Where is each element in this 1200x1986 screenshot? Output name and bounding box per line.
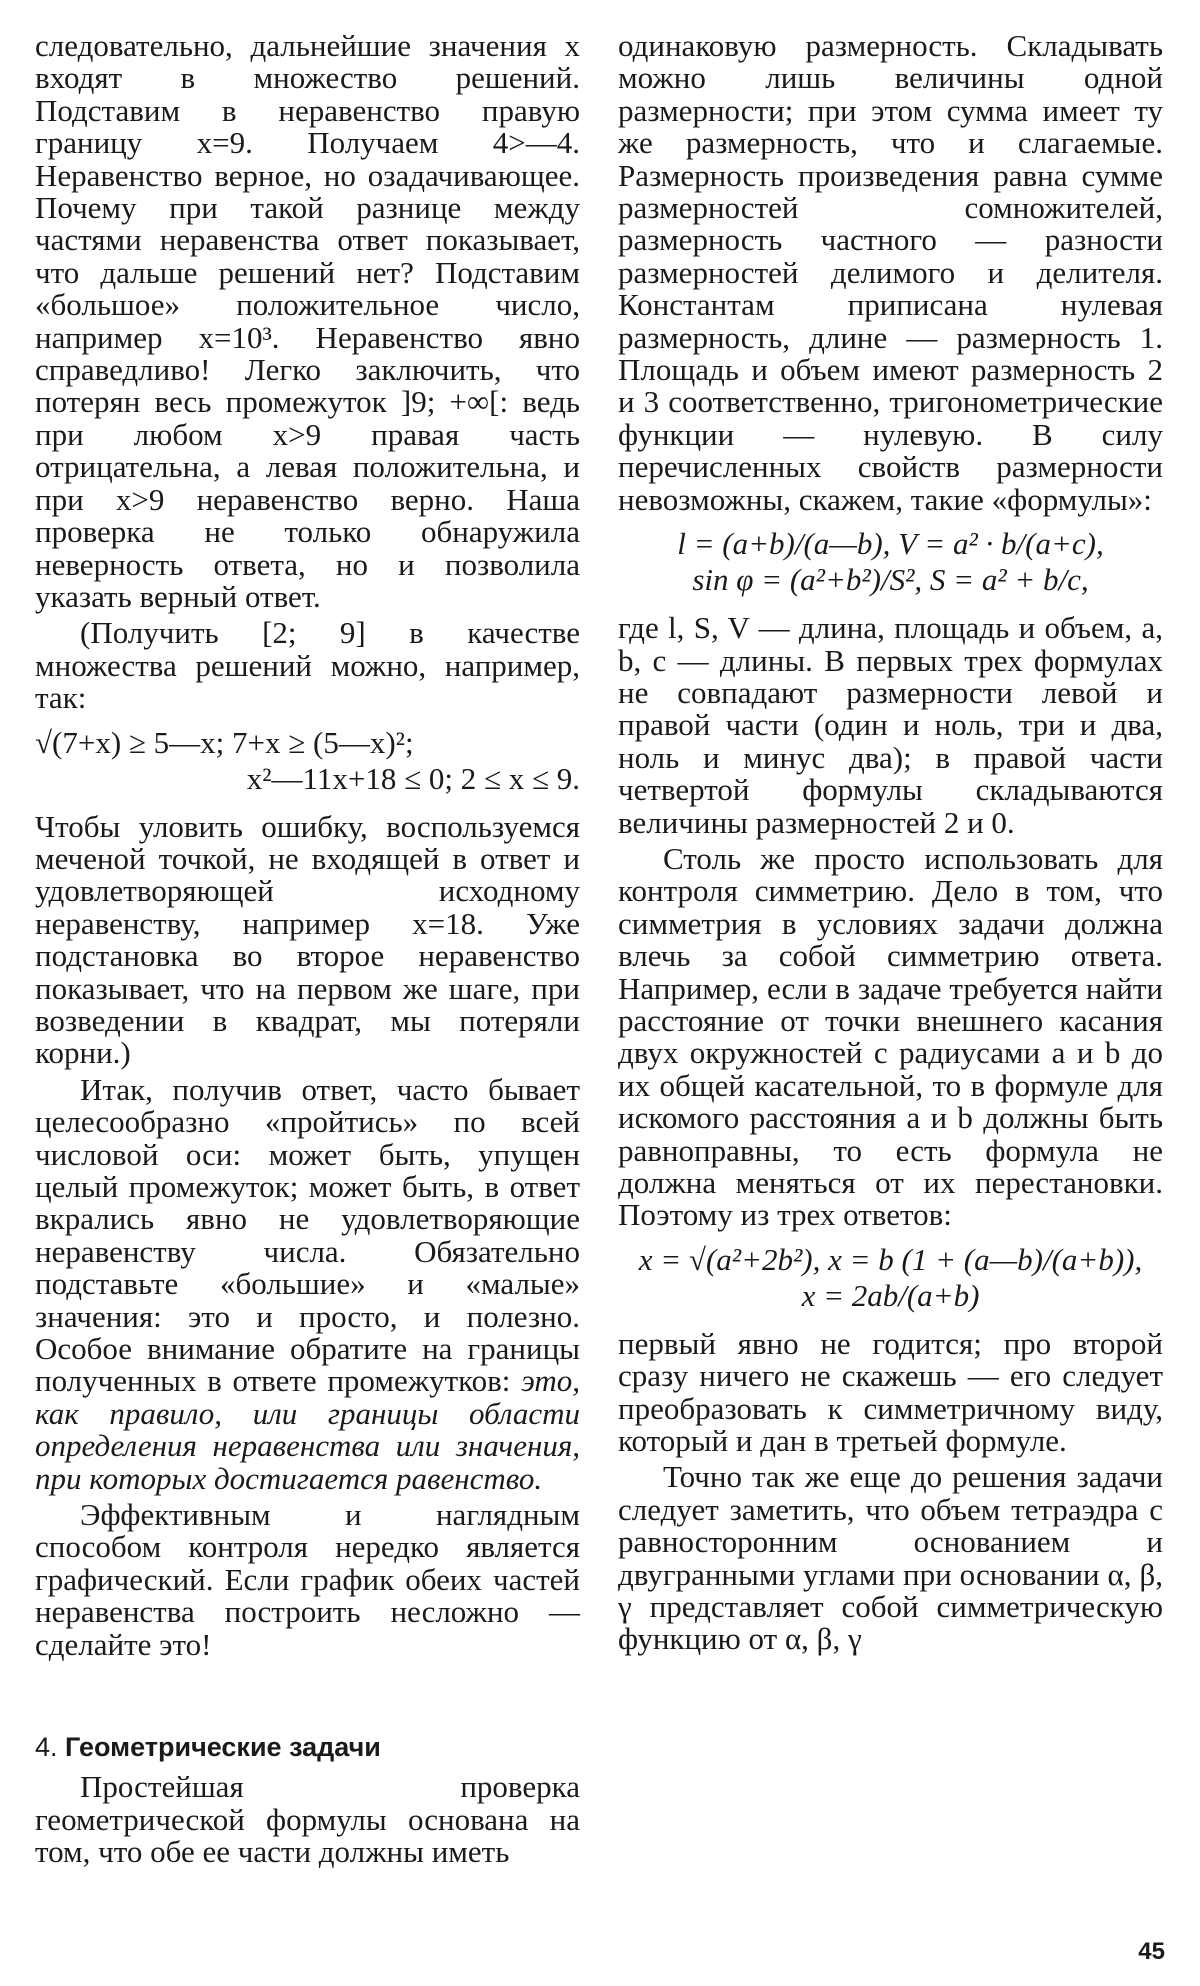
section-title: Геометрические задачи <box>65 1732 381 1763</box>
paragraph: первый явно не годится; про второй сразу ничего не скажешь — его следует преобразовать к симметричному виду, который и дан в третьей формуле. <box>618 1325 1163 1459</box>
formula-block <box>618 526 1163 598</box>
formula-line: x = 2ab/(a+b) <box>801 1277 980 1313</box>
section-number: 4. <box>35 1732 58 1763</box>
formula-line: sin φ = (a²+b²)/S², S = a² + b/c, <box>692 562 1089 598</box>
paragraph-text: Итак, получив ответ, часто бывает целесообразно «пройтись» по всей числовой оси: может быть, упущен целый промежуток; может быть, в ответ вкрались явно не удовлетворяющие неравенству числа. Обязательно подставьте «большие» и «малые» значения: это и просто, и полезно. Особое внимание обратите на границы полученных в ответе промежутков: <box>35 1071 580 1399</box>
formula-line: l = (a+b)/(a—b), V = a² · b/(a+c), <box>677 526 1104 562</box>
right-column <box>618 30 1163 1656</box>
emphasis-text: это, как правило, или границы области определения неравенства или значения, при которых достигается равенство. <box>35 1363 580 1496</box>
paragraph: Простейшая проверка геометрической формулы основана на том, что обе ее части должны иметь <box>35 1769 580 1869</box>
paragraph: где l, S, V — длина, площадь и объем, a, b, c — длины. В первых трех формулах не совпадают размерности левой и правой части (один и ноль, три и два, ноль и минус два); в правой части четвертой формулы складываются величины размерностей 2 и 0. <box>618 610 1163 840</box>
formula-line: x²—11x+18 ≤ 0; 2 ≤ x ≤ 9. <box>246 760 580 796</box>
formula-block <box>618 1242 1163 1314</box>
paragraph: Чтобы уловить ошибку, воспользуемся меченой точкой, не входящей в ответ и удовлетворяющей исходному неравенству, например x=18. Уже подстановка во второе неравенство показывает, что на первом же шаге, при возведении в квадрат, мы потеряли корни.) <box>35 808 580 1071</box>
paragraph: Точно так же еще до решения задачи следует заметить, что объем тетраэдра с равносторонним основанием и двугранными углами при основании α, β, γ представляет собой симметрическую функцию от α, β, γ <box>618 1459 1163 1657</box>
paragraph: (Получить [2; 9] в качестве множества решений можно, например, так: <box>35 615 580 716</box>
paragraph: следовательно, дальнейшие значения x входят в множество решений. Подставим в неравенство правую границу x=9. Получаем 4>—4. Неравенство верное, но озадачивающее. Почему при такой разнице между частями неравенства ответ показывает, что дальше решений нет? Подставим «большое» положительное число, например x=10³. Неравенство явно справедливо! Легко заключить, что потерян весь промежуток ]9; +∞[: ведь при любом x>9 правая часть отрицательна, а левая положительна, и при x>9 неравенство верно. Наша проверка не только обнаружила неверность ответа, но и позволила указать верный ответ. <box>35 28 580 614</box>
paragraph: одинаковую размерность. Складывать можно лишь величины одной размерности; при этом сумма имеет ту же размерность, что и слагаемые. Размерность произведения равна сумме размерностей сомножителей, размерность частного — разности размерностей делимого и делителя. Константам приписана нулевая размерность, длине — размерность 1. Площадь и объем имеют размерность 2 и 3 соответственно, тригонометрические функции — нулевую. В силу перечисленных свойств размерности невозможны, скажем, такие «формулы»: <box>618 28 1163 517</box>
page-number: 45 <box>1138 1938 1165 1965</box>
paragraph: Столь же просто использовать для контроля симметрию. Дело в том, что симметрия в условиях задачи должна влечь за собой симметрию ответа. Например, если в задаче требуется найти расстояние от точки внешнего касания двух окружностей с радиусами a и b до их общей касательной, то в формуле для искомого расстояния a и b должны быть равноправны, то есть формула не должна меняться от их перестановки. Поэтому из трех ответов: <box>618 840 1163 1233</box>
formula-line: √(7+x) ≥ 5—x; 7+x ≥ (5—x)²; <box>35 724 414 760</box>
left-column <box>35 30 580 1868</box>
section-heading <box>35 1731 580 1763</box>
formula-block <box>35 725 580 797</box>
paragraph <box>35 1071 580 1496</box>
paragraph: Эффективным и наглядным способом контроля нередко является графический. Если график обеих частей неравенства построить несложно — сделайте это! <box>35 1497 580 1662</box>
formula-line: x = √(a²+2b²), x = b (1 + (a—b)/(a+b)), <box>638 1241 1143 1277</box>
